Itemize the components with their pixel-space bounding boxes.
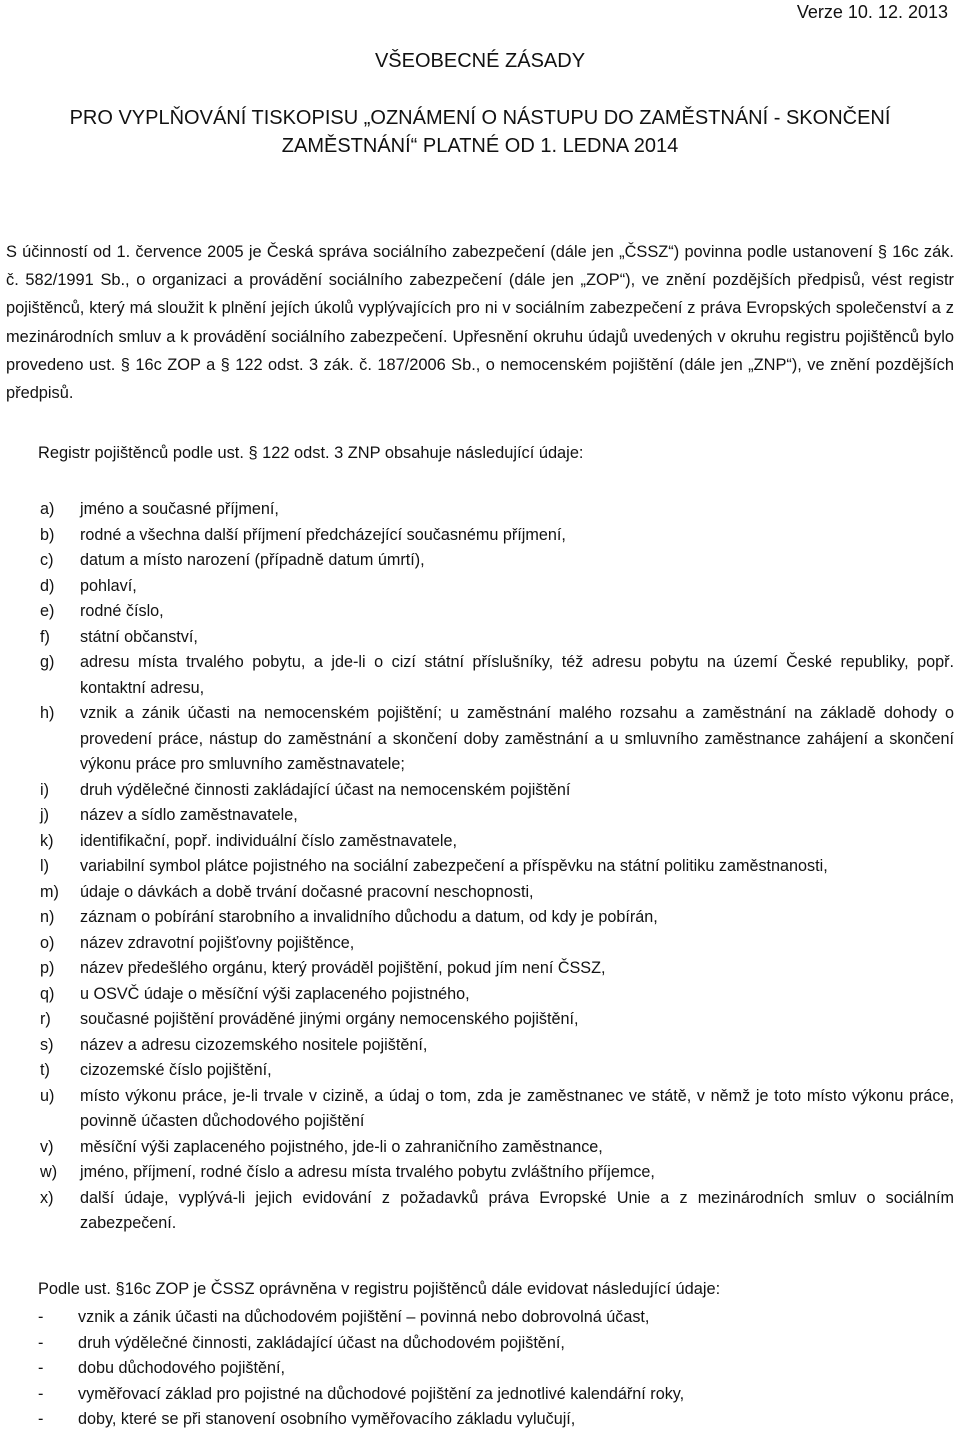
version-label: Verze 10. 12. 2013 <box>796 2 948 22</box>
list-item <box>0 1356 960 1382</box>
list-item <box>0 956 960 982</box>
item-label: u) <box>40 1086 55 1105</box>
list-item <box>0 1135 960 1161</box>
list-item <box>0 599 960 625</box>
csszt-heading: Podle ust. §16c ZOP je ČSSZ oprávněna v registru pojištěnců dále evidovat následující údaje: <box>38 1280 721 1298</box>
item-label: p) <box>40 959 55 977</box>
list-item <box>0 1033 960 1059</box>
item-label: g) <box>40 653 55 671</box>
list-item <box>0 1186 960 1237</box>
document-subtitle <box>0 104 960 160</box>
registr-items-list <box>0 497 960 1237</box>
item-label: j) <box>40 806 49 824</box>
item-text: vznik a zánik účasti na důchodovém pojištění – povinná nebo dobrovolná účast, <box>78 1308 650 1326</box>
item-text: datum a místo narození (případně datum úmrtí), <box>80 551 425 569</box>
document-title: VŠEOBECNÉ ZÁSADY <box>374 50 586 72</box>
item-label: k) <box>40 831 54 850</box>
item-label: f) <box>40 627 50 646</box>
dash-bullet: - <box>38 1410 44 1428</box>
list-item <box>0 1305 960 1331</box>
item-text: název a adresu cizozemského nositele pojištění, <box>80 1035 428 1054</box>
csszt-items-list <box>0 1305 960 1433</box>
item-label: s) <box>40 1035 54 1054</box>
item-text: místo výkonu práce, je-li trvale v cizině, a údaj o tom, zda je zaměstnanec ve státě, v němž je toto místo výkonu práce, povinně účasten důchodového pojištění <box>80 1086 954 1130</box>
list-item <box>0 548 960 574</box>
item-label: i) <box>40 780 49 799</box>
item-label: t) <box>40 1061 50 1079</box>
list-item <box>0 1331 960 1357</box>
list-item <box>0 931 960 957</box>
item-label: a) <box>40 500 55 518</box>
item-text: současné pojištění prováděné jinými orgány nemocenského pojištění, <box>80 1010 579 1028</box>
list-item <box>0 803 960 829</box>
list-item <box>0 1058 960 1084</box>
list-item <box>0 778 960 804</box>
item-label: r) <box>40 1010 51 1028</box>
item-text: variabilní symbol plátce pojistného na sociální zabezpečení a příspěvku na státní politiku zaměstnanosti, <box>80 857 828 875</box>
item-text: druh výdělečné činnosti zakládající účast na nemocenském pojištění <box>80 780 571 799</box>
item-text: vznik a zánik účasti na nemocenském pojištění; u zaměstnání malého rozsahu a zaměstnání na základě dohody o provedení práce, nástup do zaměstnání a skončení doby zaměstnání a u smluvního zaměstnance zahájení a skončení výkonu práce pro smluvního zaměstnavatele; <box>80 704 954 773</box>
dash-bullet: - <box>38 1359 44 1377</box>
list-item <box>0 1382 960 1408</box>
subtitle-line-2: ZAMĚSTNÁNÍ“ PLATNÉ OD 1. LEDNA 2014 <box>281 135 679 157</box>
item-text: jméno, příjmení, rodné číslo a adresu místa trvalého pobytu zvláštního příjemce, <box>80 1163 655 1181</box>
item-text: název a sídlo zaměstnavatele, <box>80 806 298 824</box>
list-item <box>0 905 960 931</box>
list-item <box>0 1160 960 1186</box>
item-text: druh výdělečné činnosti, zakládající účast na důchodovém pojištění, <box>78 1333 565 1352</box>
item-text: název předešlého orgánu, který prováděl pojištění, pokud jím není ČSSZ, <box>80 959 606 977</box>
list-item <box>0 982 960 1008</box>
list-item <box>0 880 960 906</box>
item-text: jméno a současné příjmení, <box>80 500 279 518</box>
item-label: m) <box>40 882 59 901</box>
item-text: rodné a všechna další příjmení předcházející současnému příjmení, <box>80 525 566 544</box>
item-label: q) <box>40 984 55 1003</box>
item-text: vyměřovací základ pro pojistné na důchodové pojištění za jednotlivé kalendářní roky, <box>78 1384 685 1403</box>
list-item <box>0 1007 960 1033</box>
list-item <box>0 625 960 651</box>
item-label: v) <box>40 1137 54 1156</box>
item-text: rodné číslo, <box>80 602 164 620</box>
dash-bullet: - <box>38 1308 44 1326</box>
list-item <box>0 1407 960 1433</box>
item-label: o) <box>40 933 55 952</box>
item-text: údaje o dávkách a době trvání dočasné pracovní neschopnosti, <box>80 882 534 901</box>
item-text: adresu místa trvalého pobytu, a jde-li o cizí státní příslušníky, též adresu pobytu na území České republiky, popř. kontaktní adresu, <box>80 653 954 697</box>
list-item <box>0 650 960 701</box>
item-text: další údaje, vyplývá-li jejich evidování z požadavků práva Evropské Unie a z mezinárodních smluv o sociálním zabezpečení. <box>80 1188 954 1232</box>
item-text: měsíční výši zaplaceného pojistného, jde-li o zahraničního zaměstnance, <box>80 1137 603 1156</box>
dash-bullet: - <box>38 1333 44 1352</box>
item-text: identifikační, popř. individuální číslo zaměstnavatele, <box>80 831 458 850</box>
list-item <box>0 574 960 600</box>
item-label: h) <box>40 704 55 722</box>
list-item <box>0 497 960 523</box>
item-label: d) <box>40 576 55 595</box>
item-label: w) <box>40 1163 58 1181</box>
item-label: x) <box>40 1188 54 1207</box>
registr-heading: Registr pojištěnců podle ust. § 122 odst. 3 ZNP obsahuje následující údaje: <box>38 444 584 462</box>
dash-bullet: - <box>38 1384 44 1403</box>
item-label: l) <box>40 857 49 875</box>
intro-paragraph: S účinností od 1. července 2005 je Česká správa sociálního zabezpečení (dále jen „ČSSZ“) povinna podle ustanovení § 16c zák. č. 582/1991 Sb., o organizaci a provádění sociálního zabezpečení (dále jen „ZOP“), ve znění pozdějších předpisů, vést registr pojištěnců, který má sloužit k plnění jejích úkolů vyplývajících pro ni v sociálním zabezpečení z práva Evropských společenství a z mezinárodních smluv a k provádění sociálního zabezpečení. Upřesnění okruhu údajů uvedených v okruhu registru pojištěnců bylo provedeno ust. § 16c ZOP a § 122 odst. 3 zák. č. 187/2006 Sb., o nemocenském pojištění (dále jen „ZNP“), ve znění pozdějších předpisů. <box>6 243 954 403</box>
item-text: doby, které se při stanovení osobního vyměřovacího základu vylučují, <box>78 1410 576 1428</box>
item-text: u OSVČ údaje o měsíční výši zaplaceného pojistného, <box>80 984 470 1003</box>
item-text: státní občanství, <box>80 627 198 646</box>
item-label: b) <box>40 525 55 544</box>
list-item <box>0 701 960 778</box>
item-label: c) <box>40 551 54 569</box>
item-label: e) <box>40 602 55 620</box>
list-item <box>0 523 960 549</box>
list-item <box>0 1084 960 1135</box>
item-text: název zdravotní pojišťovny pojištěnce, <box>80 933 355 952</box>
subtitle-line-1: PRO VYPLŇOVÁNÍ TISKOPISU „OZNÁMENÍ O NÁSTUPU DO ZAMĚSTNÁNÍ - SKONČENÍ <box>69 107 891 129</box>
item-text: cizozemské číslo pojištění, <box>80 1061 272 1079</box>
list-item <box>0 829 960 855</box>
item-text: dobu důchodového pojištění, <box>78 1359 286 1377</box>
list-item <box>0 854 960 880</box>
item-label: n) <box>40 908 55 926</box>
item-text: pohlaví, <box>80 576 137 595</box>
item-text: záznam o pobírání starobního a invalidního důchodu a datum, od kdy je pobírán, <box>80 908 658 926</box>
